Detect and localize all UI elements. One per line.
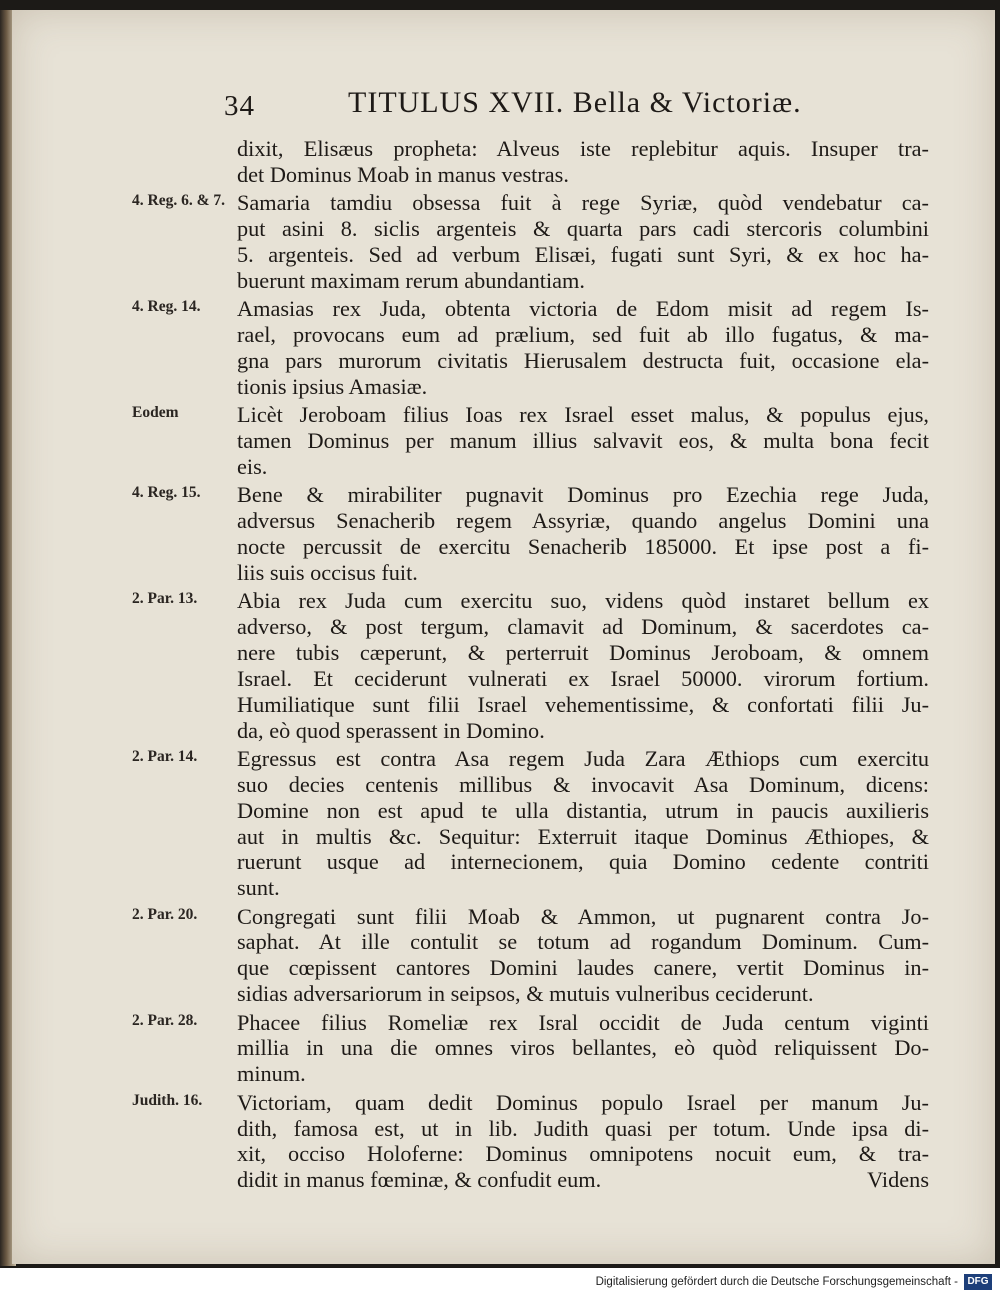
text-line: Congregati sunt filii Moab & Ammon, ut pugnarent contra Jo- [237,903,929,929]
entry-text [237,1090,929,1193]
catchword: Videns [867,1167,929,1193]
marginal-reference: 4. Reg. 15. [132,484,201,502]
text-line: 5. argenteis. Sed ad verbum Elisæi, fugati sunt Syri, & ex hoc ha- [237,241,929,267]
entry-text [237,190,929,293]
marginal-reference: 2. Par. 28. [132,1011,198,1029]
page-number: 34 [224,90,255,122]
marginal-reference: 4. Reg. 6. & 7. [132,192,225,210]
text-entry [12,904,995,1007]
entry-text [237,1010,929,1088]
text-entry [12,296,995,399]
marginal-reference: 4. Reg. 14. [132,298,201,316]
text-line: Bene & mirabiliter pugnavit Dominus pro Ezechia rege Juda, [237,482,929,508]
text-line: nere tubis cæperunt, & perterruit Dominus Jeroboam, & omnem [237,640,929,665]
text-line: sidias adversariorum in seipsos, & mutuis vulneribus ceciderunt. [237,981,814,1007]
text-line: rael, provocans eum ad prælium, sed fuit ab illo fugatus, & ma- [237,322,929,348]
text-line: suo decies centenis millibus & invocavit Asa Dominum, dicens: [237,771,929,797]
text-line: tamen Dominus per manum illius salvavit eos, & multa bona fecit [237,428,929,454]
text-line: gna pars murorum civitatis Hierusalem destructa fuit, occasione ela- [237,347,929,373]
text-line: dixit, Elisæus propheta: Alveus iste replebitur aquis. Insuper tra- [237,136,929,161]
marginal-reference: 2. Par. 14. [132,747,198,765]
text-line: nocte percussit de exercitu Senacherib 185000. Et ipse post a fi- [237,534,929,560]
entry-text [237,746,929,901]
text-entry [12,588,995,743]
text-line: eis. [237,453,268,479]
entry-text [237,402,929,480]
text-line: liis suis occisus fuit. [237,559,418,585]
text-line: Humiliatique sunt filii Israel vehementissime, & confortati filii Ju- [237,691,929,717]
text-line: Egressus est contra Asa regem Juda Zara Æthiops cum exercitu [237,745,929,771]
text-line: xit, occiso Holoferne: Dominus omnipotens nocuit eum, & tra- [237,1141,929,1167]
text-line: adverso, & post tergum, clamavit ad Dominum, & sacerdotes ca- [237,614,929,640]
entry-text [237,588,929,743]
text-line: minum. [237,1061,306,1087]
text-line: millia in una die omnes viros bellantes, eò quòd reliquissent Do- [237,1035,929,1061]
text-line: adversus Senacherib regem Assyriæ, quando angelus Domini una [237,508,929,534]
text-entry [12,1010,995,1088]
text-line: tionis ipsius Amasiæ. [237,373,428,399]
text-entry [12,482,995,585]
entry-text [237,904,929,1007]
text-line: aut in multis &c. Sequitur: Exterruit itaque Dominus Æthiopes, & [237,823,929,849]
text-line: que cœpissent cantores Domini laudes canere, vertit Dominus in- [237,955,929,981]
text-line: Samaria tamdiu obsessa fuit à rege Syriæ, quòd vendebatur ca- [237,190,929,216]
running-title: TITULUS XVII. Bella & Victoriæ. [348,86,802,119]
entry-text [237,296,929,399]
entry-text [237,136,929,188]
marginal-reference: Judith. 16. [132,1091,203,1109]
page-header [12,82,995,126]
text-line: Licèt Jeroboam filius Ioas rex Israel esset malus, & populus ejus, [237,402,929,428]
digitization-footer [0,1268,1000,1298]
text-line: Abia rex Juda cum exercitu suo, videns quòd instaret bellum ex [237,588,929,614]
text-line: Victoriam, quam dedit Dominus populo Israel per manum Ju- [237,1089,929,1115]
page-body [12,136,995,1196]
text-line: dith, famosa est, ut in lib. Judith quasi per totum. Unde ipsa di- [237,1115,929,1141]
text-line: Domine non est apud te ulla distantia, utrum in paucis auxilieris [237,797,929,823]
footer-credit: Digitalisierung gefördert durch die Deutsche Forschungsgemeinschaft - [595,1276,958,1288]
text-line: ruerunt usque ad internecionem, quia Domino cedente contriti [237,849,929,875]
text-line: put asini 8. siclis argenteis & quarta pars cadi stercoris columbini [237,216,929,242]
text-line: didit in manus fœminæ, & confudit eum. [237,1167,602,1193]
dfg-logo: DFG [964,1274,992,1290]
entry-text [237,482,929,585]
text-entry [12,190,995,293]
text-line: sunt. [237,875,280,901]
marginal-reference: 2. Par. 13. [132,590,198,608]
text-entry [12,402,995,480]
text-line: buerunt maximam rerum abundantiam. [237,267,585,293]
text-entry [12,746,995,901]
text-line: saphat. At ille contulit se totum ad rogandum Dominum. Cum- [237,929,929,955]
text-entry [12,136,995,188]
text-line: da, eò quod sperassent in Domino. [237,717,545,743]
text-line: det Dominus Moab in manus vestras. [237,161,569,187]
text-line: Amasias rex Juda, obtenta victoria de Edom misit ad regem Is- [237,296,929,322]
text-line: Israel. Et ceciderunt vulnerati ex Israel 50000. virorum fortium. [237,665,929,691]
scanned-page [12,10,995,1264]
text-line: Phacee filius Romeliæ rex Isral occidit de Juda centum viginti [237,1009,929,1035]
marginal-reference: Eodem [132,404,179,422]
text-entry [12,1090,995,1193]
marginal-reference: 2. Par. 20. [132,905,198,923]
